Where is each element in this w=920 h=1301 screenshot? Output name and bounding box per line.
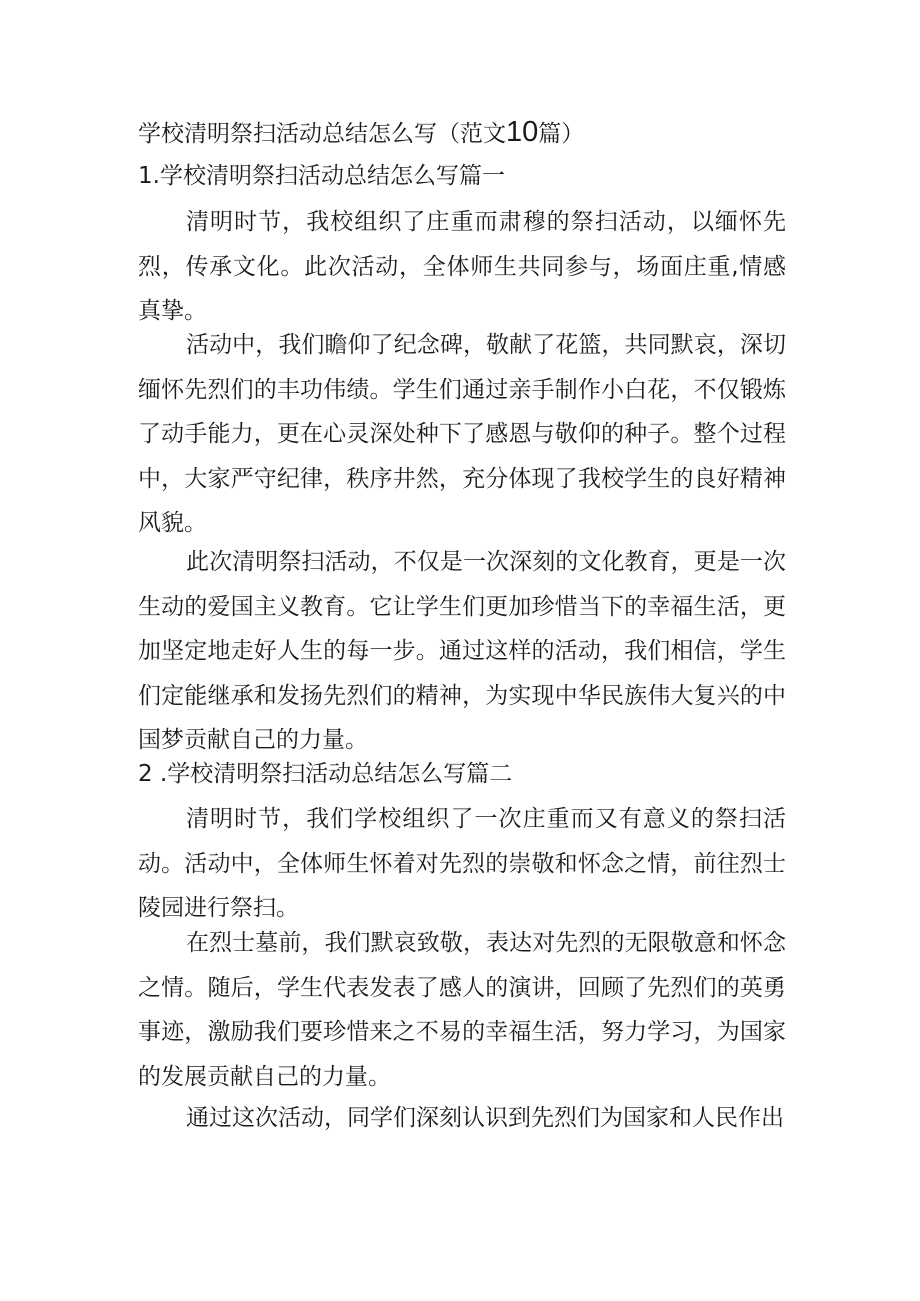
paragraph: 通过这次活动，同学们深刻认识到先烈们为国家和人民作出 [186, 1105, 784, 1131]
paragraph: 此次清明祭扫活动，不仅是一次深刻的文化教育，更是一次生动的爱国主义教育。它让学生们更加珍惜当下的幸福生活，更加坚定地走好人生的每一步。通过这样的活动，我们相信，学生们定能继承和发扬先烈们的精神，为实现中华民族伟大复兴的中国梦贡献自己的力量。 [138, 549, 786, 753]
title-prefix: 学校清明祭扫活动总结怎么写（范文 [138, 121, 506, 147]
paragraph: 活动中，我们瞻仰了纪念碑，敬献了花篮，共同默哀，深切缅怀先烈们的丰功伟绩。学生们通过亲手制作小白花，不仅锻炼了动手能力，更在心灵深处种下了感恩与敬仰的种子。整个过程中，大家严守纪律，秩序井然，充分体现了我校学生的良好精神风貌。 [138, 332, 786, 536]
document-title [138, 114, 584, 152]
paragraph: 在烈士墓前，我们默哀致敬，表达对先烈的无限敬意和怀念之情。随后，学生代表发表了感人的演讲，回顾了先烈们的英勇事迹，激励我们要珍惜来之不易的幸福生活，努力学习，为国家的发展贡献自己的力量。 [138, 930, 786, 1090]
section-heading-2: 2 .学校清明祭扫活动总结怎么写篇二 [138, 761, 513, 787]
title-number: 10 [506, 116, 539, 148]
section-heading-1: 1.学校清明祭扫活动总结怎么写篇一 [138, 163, 505, 189]
title-suffix: 篇） [538, 121, 585, 147]
paragraph: 清明时节，我们学校组织了一次庄重而又有意义的祭扫活动。活动中，全体师生怀着对先烈的崇敬和怀念之情，前往烈士陵园进行祭扫。 [138, 806, 786, 921]
paragraph: 清明时节，我校组织了庄重而肃穆的祭扫活动，以缅怀先烈，传承文化。此次活动，全体师生共同参与，场面庄重,情感真挚。 [138, 209, 786, 324]
